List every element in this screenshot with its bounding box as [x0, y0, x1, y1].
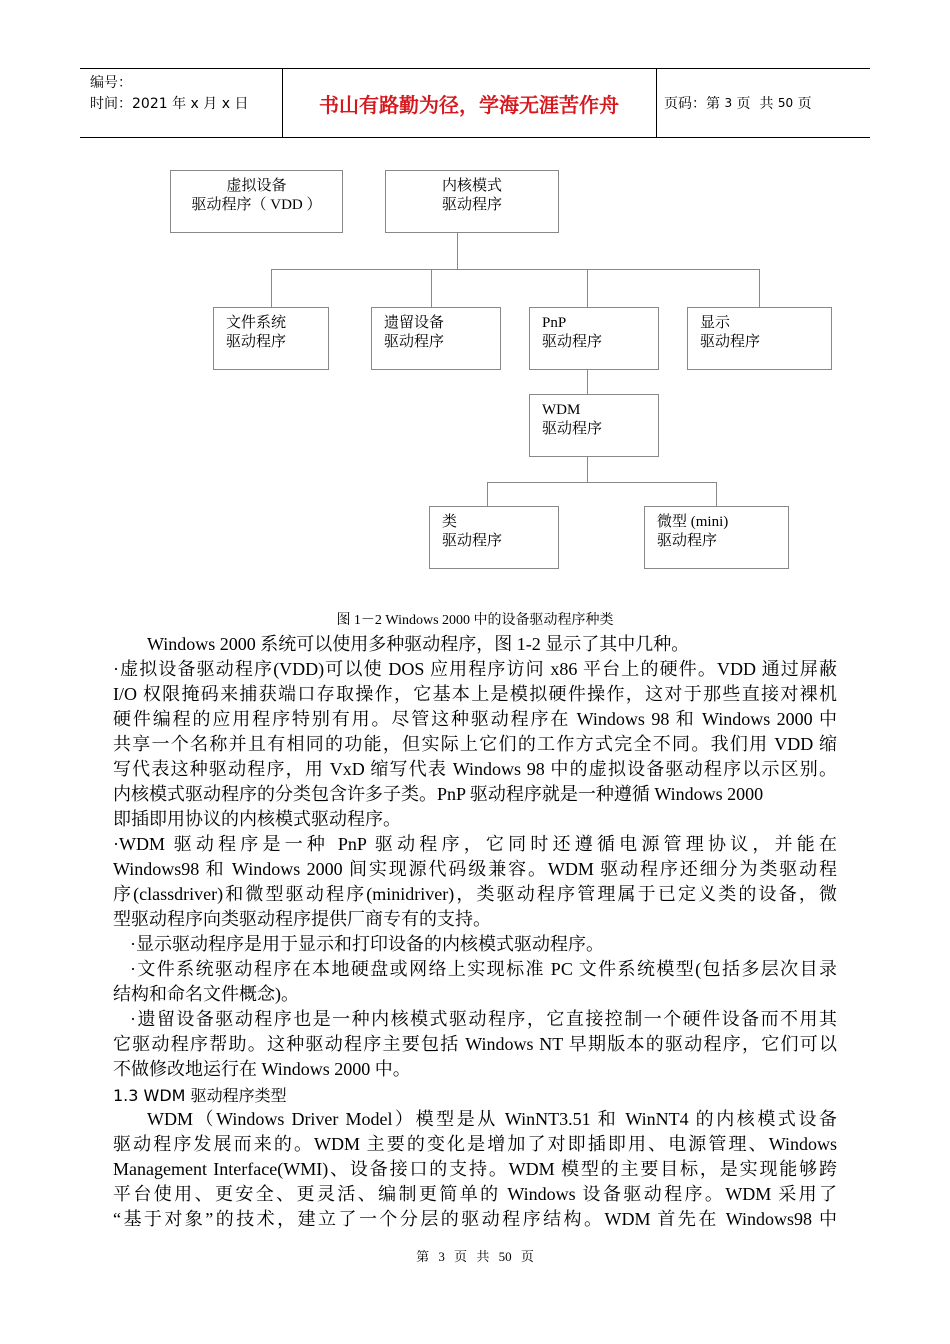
text-line: ·WDM 驱动程序是一种 PnP 驱动程序，它同时还遵循电源管理协议，并能在	[113, 834, 837, 854]
box-line: PnP	[542, 315, 567, 331]
header-divider	[656, 69, 657, 137]
display-paragraph	[113, 932, 837, 957]
wdm-driver-box	[529, 394, 659, 457]
header-motto: 书山有路勤为径，学海无涯苦作舟	[319, 92, 619, 117]
connector-line	[587, 456, 588, 482]
box-line: 驱动程序	[700, 334, 761, 350]
box-line: 驱动程序（ VDD ）	[191, 197, 322, 213]
header-meta	[90, 73, 248, 115]
box-line: 驱动程序	[542, 334, 603, 350]
text-line: 它驱动程序帮助。这种驱动程序主要包括 Windows NT 早期版本的驱动程序，它们可以	[113, 1034, 837, 1054]
text-line: ·文件系统驱动程序在本地硬盘或网络上实现标准 PC 文件系统模型(包括多层次目录	[130, 959, 837, 979]
text-line: 共享一个名称并且有相同的功能，但实际上它们的工作方式完全不同。我们用 VDD 缩	[113, 734, 837, 754]
text-line: ·遗留设备驱动程序也是一种内核模式驱动程序，它直接控制一个硬件设备而不用其	[130, 1009, 837, 1029]
connector-line	[431, 269, 432, 308]
connector-line	[487, 482, 717, 483]
text-line: ·虚拟设备驱动程序(VDD)可以使 DOS 应用程序访问 x86 平台上的硬件。VDD 通过屏蔽	[113, 659, 837, 679]
file-system-driver-box	[213, 307, 329, 370]
box-line: WDM	[542, 402, 581, 418]
page-mid: 页 共	[732, 96, 778, 112]
legacy-driver-box	[371, 307, 501, 370]
intro-paragraph	[113, 632, 837, 657]
text-line: 硬件编程的应用程序特别有用。尽管这种驱动程序在 Windows 98 和 Windows 2000 中	[113, 709, 837, 729]
text-line: Windows 2000 系统可以使用多种驱动程序，图 1-2 显示了其中几种。	[147, 634, 690, 654]
text-line: 驱动程序发展而来的。WDM 主要的变化是增加了对即插即用、电源管理、Windows	[113, 1134, 837, 1154]
box-line: 类	[442, 514, 458, 530]
connector-line	[457, 232, 458, 269]
box-line: 驱动程序	[542, 421, 603, 437]
box-line: 内核模式	[441, 178, 502, 194]
text-line: 结构和命名文件概念)。	[113, 984, 299, 1004]
connector-line	[487, 482, 488, 507]
mini-driver-box	[644, 506, 789, 569]
vdd-paragraph	[113, 657, 837, 832]
text-line: Windows98 和 Windows 2000 间实现源代码级兼容。WDM 驱动程序还细分为类驱动程	[113, 859, 837, 879]
connector-line	[271, 269, 272, 308]
connector-line	[587, 269, 588, 308]
connector-line	[716, 482, 717, 507]
section-heading: 1.3 WDM 驱动程序类型	[113, 1086, 287, 1105]
connector-line	[587, 370, 588, 395]
box-line: 遗留设备	[384, 315, 445, 331]
time-label: 时间：2021 年 x 月 x 日	[90, 96, 249, 112]
page-prefix: 页码：第	[664, 96, 725, 112]
text-line: 写代表这种驱动程序，用 VxD 缩写代表 Windows 98 中的虚拟设备驱动程序以示区别。	[113, 759, 837, 779]
box-line: 驱动程序	[226, 334, 287, 350]
page-header	[80, 68, 870, 138]
wdm-paragraph	[113, 832, 837, 932]
class-driver-box	[429, 506, 559, 569]
box-line: 驱动程序	[442, 533, 503, 549]
header-page-info	[664, 69, 812, 137]
connector-line	[759, 269, 760, 308]
box-line: 虚拟设备	[226, 178, 287, 194]
display-driver-box	[687, 307, 832, 370]
page-current: 3	[724, 96, 733, 110]
text-line: Management Interface(WMI)、设备接口的支持。WDM 模型的主要目标，是实现能够跨	[113, 1159, 837, 1179]
legacy-paragraph	[113, 1007, 837, 1082]
pnp-driver-box	[529, 307, 659, 370]
box-line: 文件系统	[226, 315, 287, 331]
page-total: 50	[777, 96, 794, 110]
text-line: 即插即用协议的内核模式驱动程序。	[113, 809, 401, 829]
figure-caption: 图 1－2 Windows 2000 中的设备驱动程序种类	[336, 613, 614, 628]
text-line: WDM（Windows Driver Model）模型是从 WinNT3.51 和 WinNT4 的内核模式设备	[147, 1109, 837, 1129]
text-line: 型驱动程序向类驱动程序提供厂商专有的支持。	[113, 909, 491, 929]
filesystem-paragraph	[113, 957, 837, 1007]
text-line: I/O 权限掩码来捕获端口存取操作，它基本上是模拟硬件操作，这对于那些直接对裸机	[113, 684, 837, 704]
box-line: 驱动程序	[657, 533, 718, 549]
text-line: 不做修改地运行在 Windows 2000 中。	[113, 1059, 411, 1079]
kernel-mode-driver-box	[385, 170, 559, 233]
section-paragraph	[113, 1107, 837, 1232]
box-line: 驱动程序	[384, 334, 445, 350]
text-line: 平台使用、更安全、更灵活、编制更简单的 Windows 设备驱动程序。WDM 采用了	[113, 1184, 837, 1204]
text-line: 内核模式驱动程序的分类包含许多子类。PnP 驱动程序就是一种遵循 Windows 2000	[113, 784, 764, 804]
page-suffix: 页	[793, 96, 812, 112]
box-line: 微型 (mini)	[657, 514, 729, 530]
box-line: 显示	[700, 315, 731, 331]
number-label: 编号：	[90, 75, 132, 91]
text-line: “基于对象”的技术，建立了一个分层的驱动程序结构。WDM 首先在 Windows98 中	[113, 1209, 837, 1229]
vdd-driver-box	[170, 170, 343, 233]
page-footer: 第 3 页 共 50 页	[416, 1249, 534, 1264]
box-line: 驱动程序	[441, 197, 502, 213]
connector-line	[271, 269, 760, 270]
text-line: ·显示驱动程序是用于显示和打印设备的内核模式驱动程序。	[130, 934, 604, 954]
text-line: 序(classdriver)和微型驱动程序(minidriver)，类驱动程序管理属于已定义类的设备，微	[113, 884, 837, 904]
